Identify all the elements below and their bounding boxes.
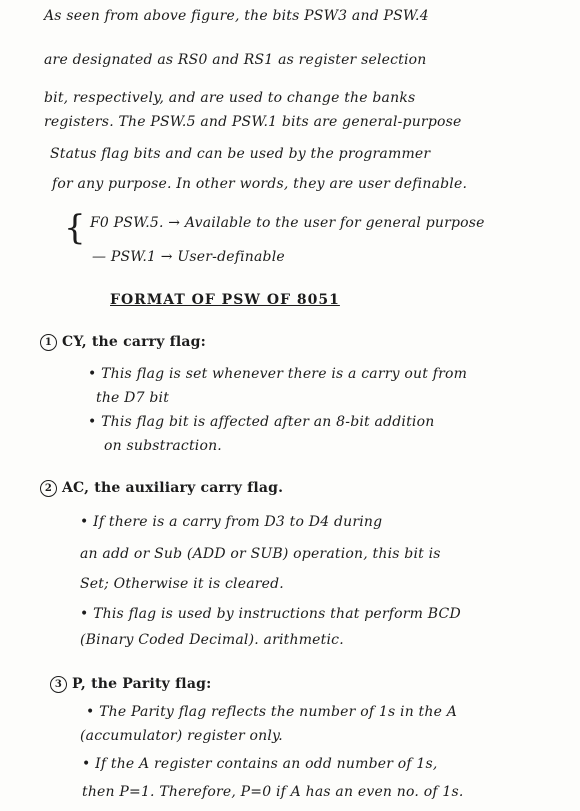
circled-number-3: 3 <box>50 676 67 693</box>
para-line-5: Status flag bits and can be used by the programmer <box>50 146 431 162</box>
cy-bullet-1: • This flag is set whenever there is a carry out from <box>88 366 468 382</box>
flag-psw1-line: — PSW.1 → User-definable <box>92 249 285 265</box>
para-line-3: bit, respectively, and are used to change the banks <box>44 90 416 106</box>
p-heading <box>50 676 211 693</box>
para-line-2: are designated as RS0 and RS1 as register selection <box>44 52 427 68</box>
brace-mark: { <box>64 208 86 248</box>
ac-bullet-2-cont: (Binary Coded Decimal). arithmetic. <box>80 632 344 648</box>
cy-heading <box>40 334 206 351</box>
p-bullet-1: • The Parity flag reflects the number of 1s in the A <box>86 704 458 720</box>
para-line-6: for any purpose. In other words, they are user definable. <box>52 176 468 192</box>
ac-bullet-1: • If there is a carry from D3 to D4 during <box>80 514 383 530</box>
para-line-1: As seen from above figure, the bits PSW3 and PSW.4 <box>44 8 429 24</box>
ac-heading <box>40 480 283 497</box>
cy-bullet-2-cont: on substraction. <box>104 438 222 454</box>
cy-bullet-1-cont: the D7 bit <box>96 390 170 406</box>
circled-number-2: 2 <box>40 480 57 497</box>
ac-bullet-1-cont2: Set; Otherwise it is cleared. <box>80 576 284 592</box>
para-line-4: registers. The PSW.5 and PSW.1 bits are general-purpose <box>44 114 462 130</box>
cy-bullet-2: • This flag bit is affected after an 8-bit addition <box>88 414 435 430</box>
flag-f0-line: F0 PSW.5. → Available to the user for general purpose <box>90 215 485 231</box>
ac-bullet-2: • This flag is used by instructions that perform BCD <box>80 606 461 622</box>
p-heading-text: P, the Parity flag: <box>72 676 212 692</box>
p-bullet-1-cont: (accumulator) register only. <box>80 728 283 744</box>
ac-heading-text: AC, the auxiliary carry flag. <box>62 480 284 496</box>
ac-bullet-1-cont: an add or Sub (ADD or SUB) operation, this bit is <box>80 546 441 562</box>
circled-number-1: 1 <box>40 334 57 351</box>
p-bullet-2: • If the A register contains an odd number of 1s, <box>82 756 438 772</box>
section-heading: FORMAT OF PSW OF 8051 <box>110 292 340 308</box>
p-bullet-2-cont: then P=1. Therefore, P=0 if A has an even no. of 1s. <box>82 784 464 800</box>
cy-heading-text: CY, the carry flag: <box>62 334 207 350</box>
